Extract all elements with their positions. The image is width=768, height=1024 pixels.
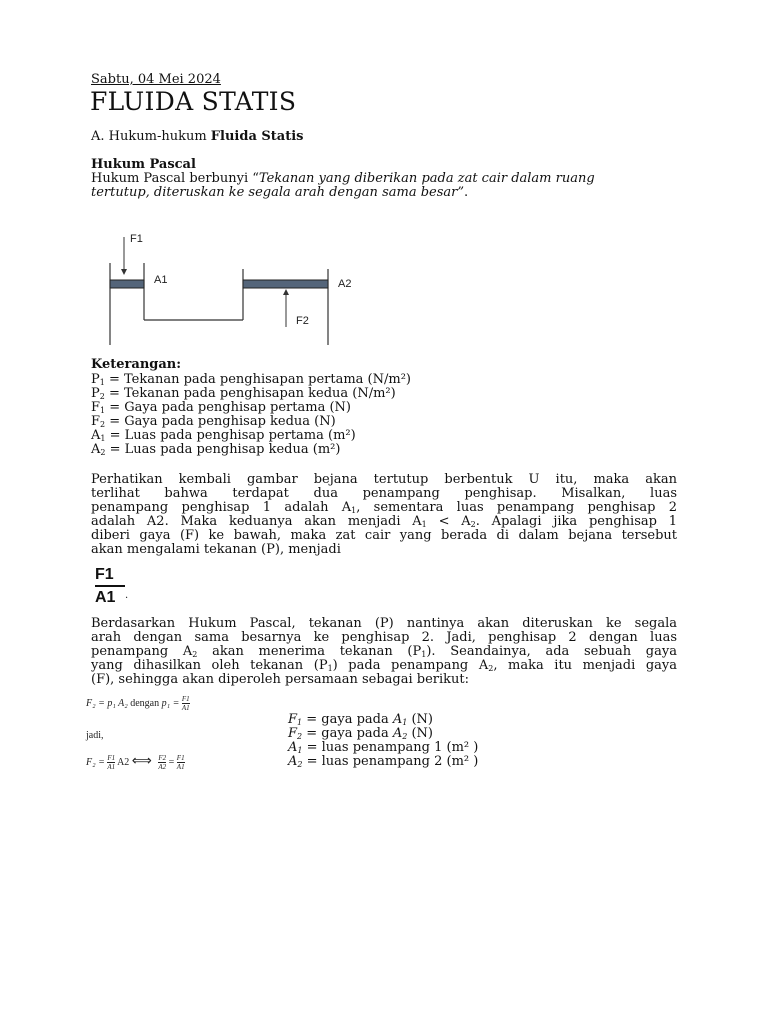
pascal-intro-italic-2: tertutup, diteruskan ke segala arah dengan sama besar” (91, 185, 464, 200)
label-a2: A2 (338, 278, 352, 290)
section-prefix: A. Hukum-hukum (91, 129, 211, 144)
section-bold: Fluida Statis (210, 129, 304, 144)
list-item: $A_2$ = luas penampang 2 (m² ) (288, 754, 479, 769)
pascal-intro-line-1 (91, 172, 595, 186)
piston-a1 (110, 280, 144, 288)
pascal-intro-italic-1: Tekanan yang diberikan pada zat cair dalam ruang (258, 171, 595, 186)
list-item: $P_2$ = Tekanan pada penghisapan kedua (N/m²) (91, 386, 396, 401)
arrow-f2-head (283, 289, 289, 295)
label-f2: F2 (296, 315, 309, 327)
arrow-f1-head (121, 269, 127, 275)
list-item: $F_2$ = gaya pada $A_2$ (N) (288, 726, 433, 741)
fraction-numerator: F1 (95, 566, 114, 583)
list-item: $F_2$ = Gaya pada penghisap kedua (N) (91, 414, 336, 429)
paragraph-pascal: Berdasarkan Hukum Pascal, tekanan (P) nantinya akan diteruskan ke segala arah dengan sama besarnya ke penghisap 2. Jadi, penghisap 2 dengan luas penampang $A_2$ akan menerima tekanan $(P_1)$. Seandainya, ada sebuah gaya yang dihasilkan oleh tekanan $(P_1)$ pada penampang $A_2$, maka itu menjadi gaya (F), sehingga akan diperoleh persamaan sebagai berikut: (91, 616, 677, 687)
equation-2: F₂ = $\frac{F1}{A1}$ A2 ⟺ $\frac{F2}{A2}$ = $\frac{F1}{A1}$ (86, 754, 185, 772)
list-item: $F_1$ = gaya pada $A_1$ (N) (288, 712, 433, 727)
fraction-dot: . (125, 590, 129, 601)
section-heading (91, 130, 303, 144)
label-f1: F1 (130, 233, 143, 245)
pascal-intro-plain: Hukum Pascal berbunyi “ (91, 171, 259, 186)
label-a1: A1 (154, 274, 168, 286)
document-title: FLUIDA STATIS (90, 87, 297, 116)
pascal-heading: Hukum Pascal (91, 157, 196, 172)
list-item: $P_1$ = Tekanan pada penghisapan pertama (N/m²) (91, 372, 411, 387)
piston-a2 (243, 280, 328, 288)
pascal-intro-end: . (464, 185, 469, 200)
keterangan-title: Keterangan: (91, 357, 182, 372)
paragraph-bejana: Perhatikan kembali gambar bejana tertutup berbentuk U itu, maka akan terlihat bahwa terdapat dua penampang penghisap. Misalkan, luas penampang penghisap 1 adalah $A_1$, sementara luas penampang penghisap 2 adalah A2. Maka keduanya akan menjadi $A_1 < A_2$. Apalagi jika penghisap 1 diberi gaya (F) ke bawah, maka zat cair yang berada di dalam bejana tersebut akan mengalami tekanan (P), menjadi (91, 472, 678, 557)
u-tube-diagram (100, 225, 370, 350)
list-item: $A_1$ = Luas pada penghisap pertama (m²) (91, 428, 356, 443)
keterangan-list (91, 373, 411, 457)
list-item: $F_1$ = Gaya pada penghisap pertama (N) (91, 400, 351, 415)
document-date: Sabtu, 04 Mei 2024 (91, 72, 221, 87)
equation-jadi: jadi, (86, 730, 104, 741)
list-item: $A_2$ = Luas pada penghisap kedua (m²) (91, 442, 341, 457)
equation-1: F₂ = p₁ A₂ dengan p₁ = $\frac{F1}{A1}$ (86, 695, 190, 712)
double-arrow-icon: ⟺ (131, 754, 152, 769)
fraction-denominator: A1 (95, 589, 116, 606)
fraction-bar (95, 585, 125, 587)
list-item: $A_1$ = luas penampang 1 (m² ) (288, 740, 479, 755)
pressure-fraction (95, 566, 128, 606)
pascal-intro-line-2 (91, 186, 468, 200)
variable-legend (288, 713, 478, 769)
